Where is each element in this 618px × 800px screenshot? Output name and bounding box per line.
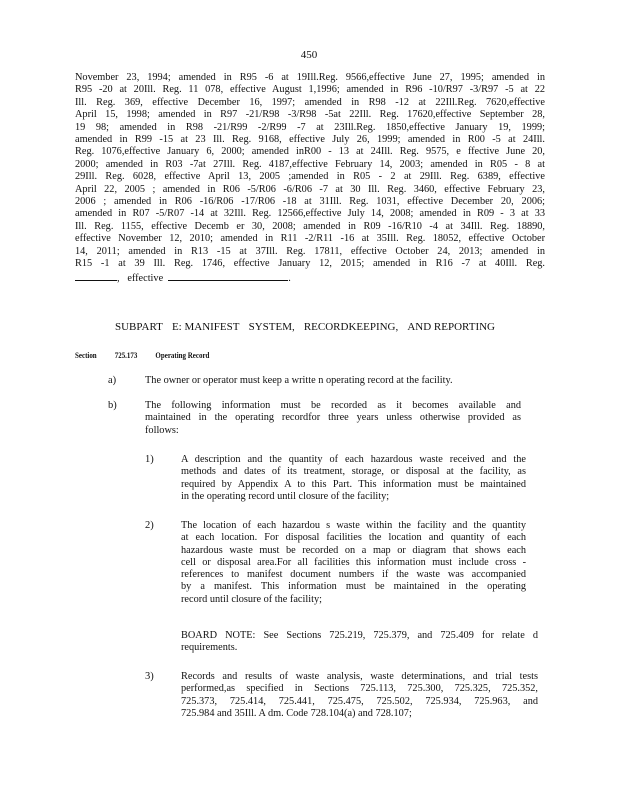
subpart-heading — [115, 321, 495, 333]
history-line: 19 98; amended in R98 -21/R99 -2/R99 -7 at 23Ill.Reg. 1850,effective January 19, 1999; — [75, 121, 545, 133]
text-line: by a manifest. This information must be maintained in the operating — [181, 581, 526, 593]
text-line: BOARD NOTE: See Sections 725.219, 725.379, and 725.409 for relate d — [181, 630, 538, 641]
history-line: 2000; amended in R03 -7at 27Ill. Reg. 4187,effective February 14, 2003; amended in R05 - 8 at — [75, 158, 545, 170]
item-b1-marker: 1) — [145, 454, 154, 465]
history-line: amended in R07 -5/R07 -14 at 32Ill. Reg. 12566,effective July 14, 2008; amended in R09 - 3 at 33 — [75, 208, 545, 220]
section-number: 725.173 — [114, 350, 138, 360]
amendment-history — [75, 72, 545, 285]
history-line: April 22, 2005 ; amended in R06 -5/R06 -6/R06 -7 at 30 Ill. Reg. 3460, effective February 23, — [75, 183, 545, 195]
text-line: The location of each hazardou s waste within the facility and the quantity — [181, 520, 526, 531]
item-a-marker: a) — [108, 375, 117, 386]
history-line: April 15, 1998; amended in R97 -21/R98 -3/R98 -5at 22Ill. Reg. 17620,effective September 28, — [75, 109, 545, 121]
section-title: Operating Record — [155, 350, 210, 360]
history-tail-line — [75, 271, 545, 285]
subpart-word: SYSTEM, — [248, 321, 295, 333]
text-line: Records and results of waste analysis, waste determinations, and trial tests — [181, 671, 538, 682]
text-line: performed,as specified in Sections 725.113, 725.300, 725.325, 725.352, — [181, 683, 538, 695]
item-b2-marker: 2) — [145, 520, 154, 531]
history-line: Ill. Reg. 369, effective December 16, 1997; amended in R98 -12 at 22Ill.Reg. 7620,effective — [75, 96, 545, 108]
item-a-text — [145, 375, 545, 387]
subpart-word: E: MANIFEST — [171, 321, 240, 333]
text-line: in the operating record until closure of the facility; — [181, 490, 390, 502]
text-line: record until closure of the facility; — [181, 593, 322, 605]
item-b3-text — [181, 671, 538, 720]
section-heading — [75, 350, 227, 360]
blank-line — [168, 271, 288, 281]
section-label: Section — [75, 350, 97, 360]
history-line: R15 -1 at 39 Ill. Reg. 1746, effective January 12, 2015; amended in R16 -7 at 40Ill. Reg. — [75, 258, 545, 270]
history-line: 29Ill. Reg. 6028, effective April 13, 2005 ;amended in R05 - 2 at 29Ill. Reg. 6389, effective — [75, 171, 545, 183]
item-b3-marker: 3) — [145, 671, 154, 682]
board-note — [181, 630, 538, 655]
history-line: effective November 12, 2010; amended in R11 -2/R11 -16 at 35Ill. Reg. 18052, effective October — [75, 233, 545, 245]
history-line: 2006 ; amended in R06 -16/R06 -17/R06 -18 at 31Ill. Reg. 1031, effective December 20, 2006; — [75, 196, 545, 208]
item-b-text — [145, 400, 521, 437]
text-line: cell or disposal area.For all facilities this information must include cross - — [181, 556, 526, 568]
text-line: The owner or operator must keep a writte n operating record at the facility. — [145, 375, 453, 386]
text-line: methods and dates of its treatment, storage, or disposal at the facility, as — [181, 466, 526, 478]
text-line: A description and the quantity of each hazardous waste received and the — [181, 454, 526, 465]
blank-line — [75, 271, 117, 281]
subpart-word: RECORDKEEPING, — [303, 321, 399, 333]
history-tail-period: . — [288, 272, 291, 284]
item-b2-text — [181, 520, 526, 606]
history-tail-effective: effective — [127, 272, 164, 284]
page-number: 450 — [300, 49, 318, 61]
text-line: The following information must be recorded as it becomes available and — [145, 400, 521, 411]
history-line: 14, 2011; amended in R13 -15 at 37Ill. Reg. 17811, effective October 24, 2013; amended in — [75, 245, 545, 257]
subpart-word: AND REPORTING — [407, 321, 495, 333]
item-b1-text — [181, 454, 526, 503]
text-line: 725.984 and 35Ill. A dm. Code 728.104(a) and 728.107; — [181, 707, 412, 719]
item-b-marker: b) — [108, 400, 117, 411]
text-line: requirements. — [181, 642, 238, 654]
text-line: 725.373, 725.414, 725.441, 725.475, 725.502, 725.934, 725.963, and — [181, 695, 538, 707]
text-line: required by Appendix A to this Part. This information must be maintained — [181, 478, 526, 490]
text-line: references to manifest document numbers if the waste was accompanied — [181, 569, 526, 581]
history-line: R95 -20 at 20Ill. Reg. 11 078, effective August 1,1996; amended in R96 -10/R97 -3/R97 -5 at 22 — [75, 84, 545, 96]
text-line: follows: — [145, 424, 179, 436]
history-line: November 23, 1994; amended in R95 -6 at 19Ill.Reg. 9566,effective June 27, 1995; amended in — [75, 72, 545, 83]
history-line: amended in R99 -15 at 23 Ill. Reg. 9168, effective July 26, 1999; amended in R00 -5 at 24Ill. — [75, 134, 545, 146]
history-line: Reg. 1076,effective January 6, 2000; amended inR00 - 13 at 24Ill. Reg. 9575, e ffective June 20, — [75, 146, 545, 158]
subpart-word: SUBPART — [115, 321, 163, 333]
text-line: maintained in the operating recordfor three years unless otherwise provided as — [145, 412, 521, 424]
text-line: at each location. For disposal facilities the location and quantity of each — [181, 532, 526, 544]
history-line: Ill. Reg. 1155, effective Decemb er 30, 2008; amended in R09 -16/R10 -4 at 34Ill. Reg. 18890, — [75, 220, 545, 232]
text-line: hazardous waste must be recorded on a map or diagram that shows each — [181, 544, 526, 556]
history-tail-comma: , — [117, 272, 120, 284]
